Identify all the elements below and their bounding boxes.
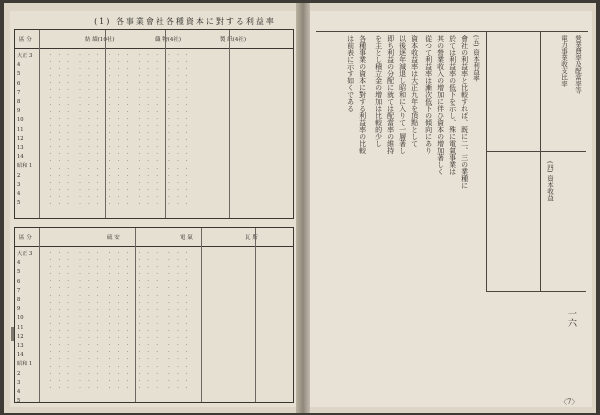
row-label: 昭和 1 [17, 361, 33, 368]
row-label: 4 [17, 389, 21, 396]
row-label: 13 [17, 343, 24, 350]
body-column: を主とし積立金の增加は比較的少し [374, 35, 383, 147]
table-title: (1) 各事業會社各種資本に對する利益率 [94, 17, 276, 26]
page-edge-marker [11, 327, 14, 341]
row-label: 9 [17, 306, 21, 313]
section-divider [486, 31, 487, 291]
row-label: 昭和 1 [17, 163, 33, 170]
heading-3: (四) 資本收益 [546, 161, 554, 201]
body-column: 會社の利益率と比較すれば、既に二、三の業種に [460, 35, 469, 189]
row-label: 11 [17, 126, 24, 133]
body-column: 即ち利益の分配に就ては配當率の維持 [386, 35, 395, 154]
lower-table-figures: · · · · · · · · · · · · · · · · · · · · · · · · · · · · · · · · · · · · · · · · · · · · · · · · · · · · · · · · · · · · · · · · · · · · · · · · · · · · · · · · · · · · · · · · · · · · · · · · · · · · · · · · · · · · · · · · · · · · · · · · · · · · · · · · · · · · · · · · · · · · · · · · · · · · · · · · · · · · · · · · · · · · · · · · · · · · · · · · · · · · · · · · · · · · · · · · · · · · · · · · · · · · · · · · · · · · · · · · · · · · · · · · · · · · · · · · · · · · · · · · · · · · · · · · · · · · · · · · · · · · · · · · · · · · · · · · · · · · · · · · · · · · · · · · · · · · · · · · · · · · [48, 251, 189, 391]
upper-row-labels [17, 52, 37, 208]
row-label: 大正 3 [17, 53, 33, 59]
left-page [10, 11, 296, 407]
upper-table-header [15, 30, 293, 49]
section-divider [540, 31, 541, 291]
heading-1: 營業費率及配當率等 [574, 35, 582, 94]
row-label: 12 [17, 135, 24, 142]
row-label: 8 [17, 297, 21, 304]
header-col-0: 區 分 [19, 37, 32, 43]
row-label: 11 [17, 324, 24, 331]
row-label: 5 [17, 71, 21, 78]
page-number: 一六 [566, 309, 576, 327]
row-label: 6 [17, 278, 21, 285]
row-label: 10 [17, 315, 24, 322]
header-col-2: 電 氣 [180, 235, 193, 241]
row-label: 7 [17, 89, 21, 96]
body-column: 各種事業の資本に對する利益率の比較 [358, 35, 367, 154]
header-col-3: 製 紙(4社) [220, 37, 247, 43]
row-label: 2 [17, 172, 21, 179]
section-rule [486, 151, 586, 152]
page-mark: 〈7〉 [560, 398, 579, 406]
row-label: 12 [17, 333, 24, 340]
row-label: 4 [17, 62, 21, 69]
header-col-1: 紡 績(10社) [85, 37, 115, 43]
body-column: 其の營業收入の增加に伴ひ資本の增加著しく [436, 35, 445, 175]
lower-table-header [15, 228, 293, 247]
book-gutter [296, 3, 310, 413]
row-label: 6 [17, 80, 21, 87]
section-rule [486, 291, 586, 292]
row-label: 13 [17, 145, 24, 152]
lower-row-labels [17, 250, 37, 406]
row-label: 5 [17, 269, 21, 276]
row-label: 9 [17, 108, 21, 115]
row-label: 4 [17, 191, 21, 198]
lower-table [14, 227, 294, 403]
top-rule [316, 31, 588, 32]
upper-table-figures: · · · · · · · · · · · · · · · · · · · · · · · · · · · · · · · · · · · · · · · · · · · · · · · · · · · · · · · · · · · · · · · · · · · · · · · · · · · · · · · · · · · · · · · · · · · · · · · · · · · · · · · · · · · · · · · · · · · · · · · · · · · · · · · · · · · · · · · · · · · · · · · · · · · · · · · · · · · · · · · · · · · · · · · · · · · · · · · · · · · · · · · · · · · · · · · · · · · · · · · · · · · · · · · · · · · · · · · · · · · · · · · · · · · · · · · · · · · · · · · · · · · · · · · · · · · · · · · · · · · · · · · · · · · · · · · · · · · · · · · · · · · · · · · · · · · · · · · · · · · · · · · · · · · · · · · · · · · · · · · · · · · · · · · · · · [48, 53, 189, 207]
column-divider [39, 228, 40, 402]
header-col-1: 硫 安 [107, 235, 120, 241]
row-label: 10 [17, 117, 24, 124]
body-column: 以後逐年減退し昭和に入りて一層著し [398, 35, 407, 154]
body-column: 資本收益率は大正九年を頂點として [410, 35, 419, 147]
body-column: 從つて利益率は漸次低下の傾向にあり [424, 35, 433, 154]
row-label: 7 [17, 287, 21, 294]
row-label: 3 [17, 379, 21, 386]
row-label: 3 [17, 181, 21, 188]
row-label: 5 [17, 200, 21, 207]
upper-table [14, 29, 294, 219]
header-col-0: 區 分 [19, 235, 32, 241]
row-label: 14 [17, 352, 24, 359]
right-page [310, 11, 592, 407]
row-label: 5 [17, 398, 21, 405]
header-col-2: 織 物(4社) [155, 37, 182, 43]
row-label: 8 [17, 99, 21, 106]
header-col-3: 瓦 斯 [245, 235, 258, 241]
heading-4: (五) 資本利益率 [472, 35, 480, 82]
row-label: 14 [17, 154, 24, 161]
row-label: 2 [17, 370, 21, 377]
row-label: 大正 3 [17, 251, 33, 257]
book-spread [4, 3, 596, 413]
column-divider [39, 30, 40, 218]
heading-2: 電力事業收支比率 [560, 35, 568, 87]
row-label: 4 [17, 260, 21, 267]
body-column: は前表に示す如くである [346, 35, 355, 112]
body-column: 於ては利益率の低下を示し、殊に電氣事業は [448, 35, 457, 175]
right-page-content [310, 11, 592, 407]
